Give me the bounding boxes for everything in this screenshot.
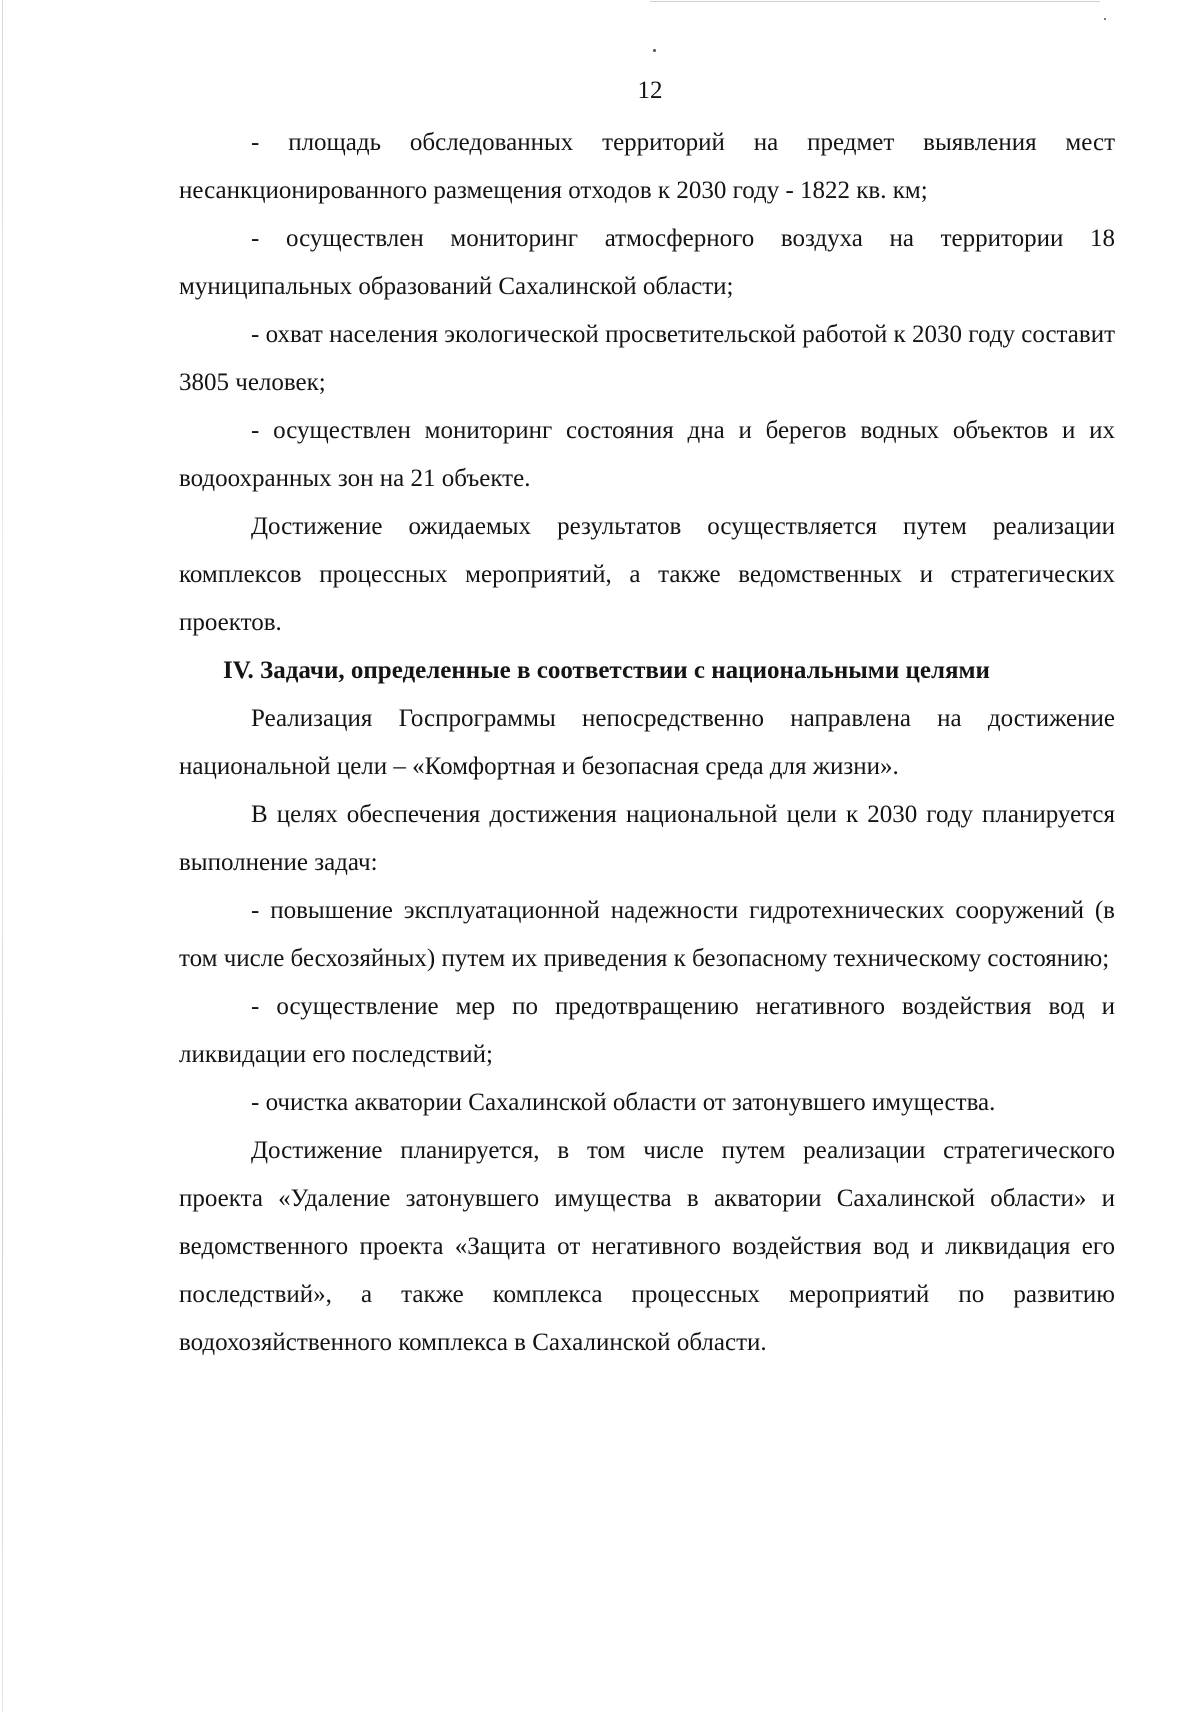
list-item: - осуществление мер по предотвращению негативного воздействия вод и ликвидации его последствий; (179, 993, 1115, 1068)
list-item: - осуществлен мониторинг состояния дна и берегов водных объектов и их водоохранных зон на 21 объекте. (179, 417, 1115, 492)
list-item: - площадь обследованных территорий на предмет выявления мест несанкционированного размещения отходов к 2030 году - 1822 кв. км; (179, 129, 1115, 204)
page-number: 12 (637, 77, 663, 104)
section-heading: IV. Задачи, определенные в соответствии с национальными целями (223, 657, 990, 684)
list-item: - осуществлен мониторинг атмосферного воздуха на территории 18 муниципальных образований Сахалинской области; (179, 225, 1115, 300)
body-paragraph: Достижение ожидаемых результатов осуществляется путем реализации комплексов процессных мероприятий, а также ведомственных и стратегических проектов. (179, 513, 1115, 636)
scan-speck (653, 49, 656, 52)
scan-speck (1104, 18, 1106, 20)
list-item: - охват населения экологической просветительской работой к 2030 году составит 3805 человек; (179, 321, 1115, 396)
list-item: - повышение эксплуатационной надежности гидротехнических сооружений (в том числе бесхозяйных) путем их приведения к безопасному техническому состоянию; (179, 897, 1115, 972)
scan-edge-artifact (650, 1, 1100, 2)
scan-edge-artifact (2, 0, 3, 1712)
body-paragraph: Реализация Госпрограммы непосредственно направлена на достижение национальной цели – «Комфортная и безопасная среда для жизни». (179, 705, 1115, 780)
body-paragraph: В целях обеспечения достижения национальной цели к 2030 году планируется выполнение задач: (179, 801, 1115, 876)
list-item: - очистка акватории Сахалинской области от затонувшего имущества. (251, 1089, 996, 1116)
document-body (179, 119, 1115, 1367)
body-paragraph: Достижение планируется, в том числе путем реализации стратегического проекта «Удаление затонувшего имущества в акватории Сахалинской области» и ведомственного проекта «Защита от негативного воздействия вод и ликвидация его последствий», а также комплекса процессных мероприятий по развитию водохозяйственного комплекса в Сахалинской области. (179, 1137, 1115, 1356)
